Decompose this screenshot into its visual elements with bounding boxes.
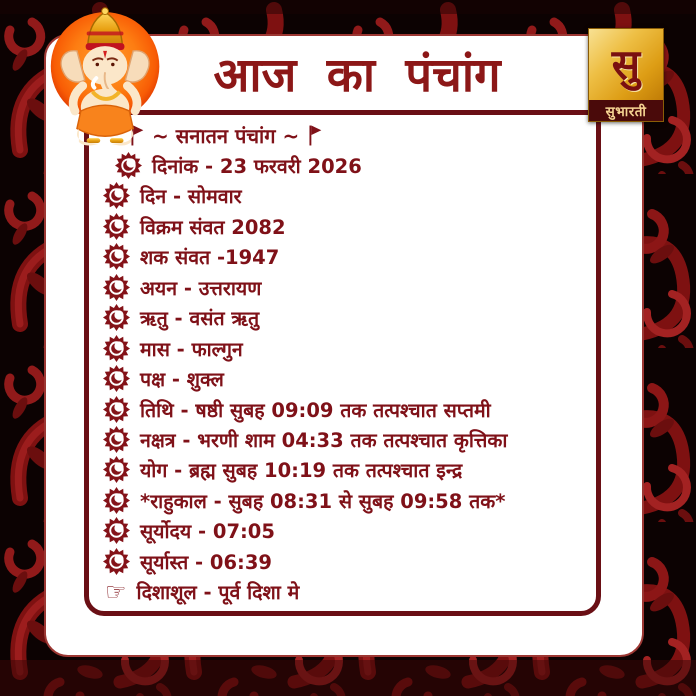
rosette-chakra-icon [103, 335, 130, 362]
list-item-yog [103, 455, 588, 485]
list-item-nakshatra [103, 425, 588, 455]
rosette-chakra-icon [103, 517, 130, 544]
list-item-rahukaal [103, 485, 588, 515]
rosette-chakra-icon [103, 213, 130, 240]
list-item-text: मास - फाल्गुन [140, 337, 243, 361]
list-item-din [103, 181, 588, 211]
list-item-shak-samvat [103, 242, 588, 272]
list-heading-label: ~ सनातन पंचांग ~ [152, 123, 300, 148]
rosette-chakra-icon [103, 243, 130, 270]
list-item-suryoday [103, 516, 588, 546]
rosette-chakra-icon [103, 182, 130, 209]
list-item-text: अयन - उत्तरायण [140, 276, 262, 300]
rosette-chakra-icon [103, 365, 130, 392]
list-item-dinank [103, 150, 588, 180]
rosette-chakra-icon [103, 396, 130, 423]
list-item-text: विक्रम संवत 2082 [140, 215, 286, 239]
rosette-chakra-icon [103, 456, 130, 483]
subharti-wordmark: सुभारती [588, 100, 664, 122]
list-item-tithi [103, 394, 588, 424]
list-item-text: सूर्यास्त - 06:39 [140, 550, 272, 574]
list-item-text: सूर्योदय - 07:05 [140, 520, 275, 544]
list-item-maas [103, 333, 588, 363]
subharti-logo [588, 28, 664, 122]
list-item-text: *राहुकाल - सुबह 08:31 से सुबह 09:58 तक* [140, 489, 506, 513]
rosette-chakra-icon [103, 548, 130, 575]
list-item-text: दिशाशूल - पूर्व दिशा मे [136, 581, 300, 605]
subharti-monogram [588, 28, 664, 100]
page-title: आज का पंचांग [213, 48, 501, 103]
rosette-chakra-icon [103, 426, 130, 453]
list-item-text: शक संवत -1947 [140, 246, 280, 270]
rosette-chakra-icon [103, 487, 130, 514]
monogram-letter: सु [611, 39, 641, 89]
list-item-text: तिथि - षष्ठी सुबह 09:09 तक तत्पश्चात सप्तमी [140, 398, 491, 422]
list-heading [103, 120, 588, 150]
list-item-dishashool [103, 577, 588, 607]
list-item-text: योग - ब्रह्म सुबह 10:19 तक तत्पश्चात इन्द्र [140, 459, 463, 483]
ganesha-illustration [44, 4, 170, 156]
list-item-suryast [103, 546, 588, 576]
dhoti [77, 105, 133, 136]
list-item-ritu [103, 303, 588, 333]
list-item-text: दिनांक - 23 फरवरी 2026 [152, 154, 362, 178]
list-item-text: नक्षत्र - भरणी शाम 04:33 तक तत्पश्चात कृत्तिका [140, 429, 508, 453]
flag-icon [307, 125, 322, 146]
list-item-vikram-samvat [103, 211, 588, 241]
list-item-paksha [103, 364, 588, 394]
rosette-chakra-icon [103, 304, 130, 331]
pointing-hand-icon: ☞ [105, 577, 127, 606]
list-item-text: पक्ष - शुक्ल [140, 368, 224, 392]
list-item-ayan [103, 272, 588, 302]
list-item-text: दिन - सोमवार [140, 185, 242, 209]
panchang-list-box [84, 110, 601, 616]
rosette-chakra-icon [103, 274, 130, 301]
list-item-text: ऋतु - वसंत ऋतु [140, 307, 260, 331]
